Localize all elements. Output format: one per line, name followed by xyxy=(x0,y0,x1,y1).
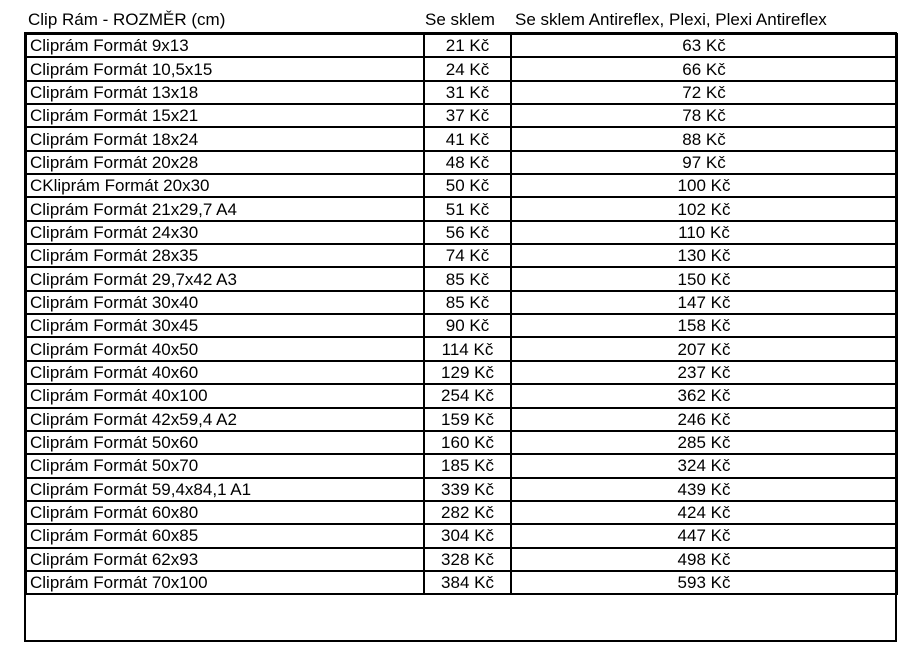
table-row xyxy=(26,151,897,174)
row-glass-price: 185 Kč xyxy=(424,454,511,477)
row-antireflex-price: 66 Kč xyxy=(511,57,897,80)
row-antireflex-price: 147 Kč xyxy=(511,291,897,314)
row-glass-price: 384 Kč xyxy=(424,571,511,594)
table-row xyxy=(26,127,897,150)
row-antireflex-price: 439 Kč xyxy=(511,478,897,501)
row-glass-price: 304 Kč xyxy=(424,524,511,547)
header-glass: Se sklem xyxy=(425,10,495,29)
row-glass-price: 114 Kč xyxy=(424,337,511,360)
row-glass-price: 50 Kč xyxy=(424,174,511,197)
row-antireflex-price: 593 Kč xyxy=(511,571,897,594)
row-name-cell: Cliprám Formát 59,4x84,1 A1 xyxy=(26,478,424,501)
table-row xyxy=(26,337,897,360)
table-row xyxy=(26,34,897,57)
row-antireflex-price: 237 Kč xyxy=(511,361,897,384)
row-glass-price: 254 Kč xyxy=(424,384,511,407)
row-antireflex-price: 362 Kč xyxy=(511,384,897,407)
table-row xyxy=(26,221,897,244)
price-table xyxy=(25,33,898,595)
row-antireflex-price: 324 Kč xyxy=(511,454,897,477)
table-row xyxy=(26,431,897,454)
row-glass-price: 51 Kč xyxy=(424,197,511,220)
table-header xyxy=(0,8,920,32)
price-table-body xyxy=(26,34,897,594)
row-glass-price: 90 Kč xyxy=(424,314,511,337)
row-glass-price: 37 Kč xyxy=(424,104,511,127)
row-name-cell: Cliprám Formát 40x60 xyxy=(26,361,424,384)
row-antireflex-price: 207 Kč xyxy=(511,337,897,360)
row-antireflex-price: 63 Kč xyxy=(511,34,897,57)
row-name-cell: Cliprám Formát 70x100 xyxy=(26,571,424,594)
row-glass-price: 339 Kč xyxy=(424,478,511,501)
row-name-cell: Cliprám Formát 42x59,4 A2 xyxy=(26,408,424,431)
table-row xyxy=(26,361,897,384)
row-antireflex-price: 150 Kč xyxy=(511,267,897,290)
row-name-cell: Cliprám Formát 50x60 xyxy=(26,431,424,454)
row-name-cell: Cliprám Formát 40x100 xyxy=(26,384,424,407)
row-antireflex-price: 72 Kč xyxy=(511,81,897,104)
row-glass-price: 21 Kč xyxy=(424,34,511,57)
row-antireflex-price: 246 Kč xyxy=(511,408,897,431)
table-row xyxy=(26,548,897,571)
table-row xyxy=(26,501,897,524)
row-name-cell: Cliprám Formát 30x45 xyxy=(26,314,424,337)
row-glass-price: 85 Kč xyxy=(424,267,511,290)
row-antireflex-price: 110 Kč xyxy=(511,221,897,244)
row-name-cell: Cliprám Formát 9x13 xyxy=(26,34,424,57)
table-row xyxy=(26,291,897,314)
table-row xyxy=(26,454,897,477)
row-name-cell: Cliprám Formát 28x35 xyxy=(26,244,424,267)
row-antireflex-price: 100 Kč xyxy=(511,174,897,197)
row-glass-price: 48 Kč xyxy=(424,151,511,174)
table-row xyxy=(26,81,897,104)
table-row xyxy=(26,408,897,431)
row-antireflex-price: 158 Kč xyxy=(511,314,897,337)
table-row xyxy=(26,104,897,127)
row-antireflex-price: 498 Kč xyxy=(511,548,897,571)
row-name-cell: Cliprám Formát 21x29,7 A4 xyxy=(26,197,424,220)
row-antireflex-price: 88 Kč xyxy=(511,127,897,150)
header-antireflex: Se sklem Antireflex, Plexi, Plexi Antireflex xyxy=(515,10,827,29)
row-glass-price: 159 Kč xyxy=(424,408,511,431)
row-name-cell: Cliprám Formát 62x93 xyxy=(26,548,424,571)
row-name-cell: Cliprám Formát 13x18 xyxy=(26,81,424,104)
row-antireflex-price: 97 Kč xyxy=(511,151,897,174)
row-name-cell: Cliprám Formát 50x70 xyxy=(26,454,424,477)
row-glass-price: 160 Kč xyxy=(424,431,511,454)
table-row xyxy=(26,57,897,80)
row-glass-price: 282 Kč xyxy=(424,501,511,524)
row-name-cell: CKliprám Formát 20x30 xyxy=(26,174,424,197)
row-glass-price: 129 Kč xyxy=(424,361,511,384)
table-row xyxy=(26,174,897,197)
table-row xyxy=(26,314,897,337)
row-glass-price: 74 Kč xyxy=(424,244,511,267)
row-name-cell: Cliprám Formát 29,7x42 A3 xyxy=(26,267,424,290)
row-name-cell: Cliprám Formát 40x50 xyxy=(26,337,424,360)
table-row xyxy=(26,524,897,547)
row-name-cell: Cliprám Formát 15x21 xyxy=(26,104,424,127)
row-glass-price: 31 Kč xyxy=(424,81,511,104)
row-name-cell: Cliprám Formát 60x85 xyxy=(26,524,424,547)
table-row xyxy=(26,384,897,407)
row-name-cell: Cliprám Formát 10,5x15 xyxy=(26,57,424,80)
row-antireflex-price: 424 Kč xyxy=(511,501,897,524)
row-name-cell: Cliprám Formát 60x80 xyxy=(26,501,424,524)
table-row xyxy=(26,267,897,290)
row-antireflex-price: 285 Kč xyxy=(511,431,897,454)
row-name-cell: Cliprám Formát 20x28 xyxy=(26,151,424,174)
row-glass-price: 41 Kč xyxy=(424,127,511,150)
table-row xyxy=(26,244,897,267)
header-size: Clip Rám - ROZMĚR (cm) xyxy=(28,10,226,29)
row-glass-price: 328 Kč xyxy=(424,548,511,571)
row-name-cell: Cliprám Formát 18x24 xyxy=(26,127,424,150)
row-name-cell: Cliprám Formát 24x30 xyxy=(26,221,424,244)
row-antireflex-price: 447 Kč xyxy=(511,524,897,547)
row-antireflex-price: 78 Kč xyxy=(511,104,897,127)
table-row xyxy=(26,197,897,220)
row-name-cell: Cliprám Formát 30x40 xyxy=(26,291,424,314)
table-row xyxy=(26,478,897,501)
row-glass-price: 56 Kč xyxy=(424,221,511,244)
table-row xyxy=(26,571,897,594)
row-glass-price: 85 Kč xyxy=(424,291,511,314)
row-antireflex-price: 130 Kč xyxy=(511,244,897,267)
row-antireflex-price: 102 Kč xyxy=(511,197,897,220)
row-glass-price: 24 Kč xyxy=(424,57,511,80)
